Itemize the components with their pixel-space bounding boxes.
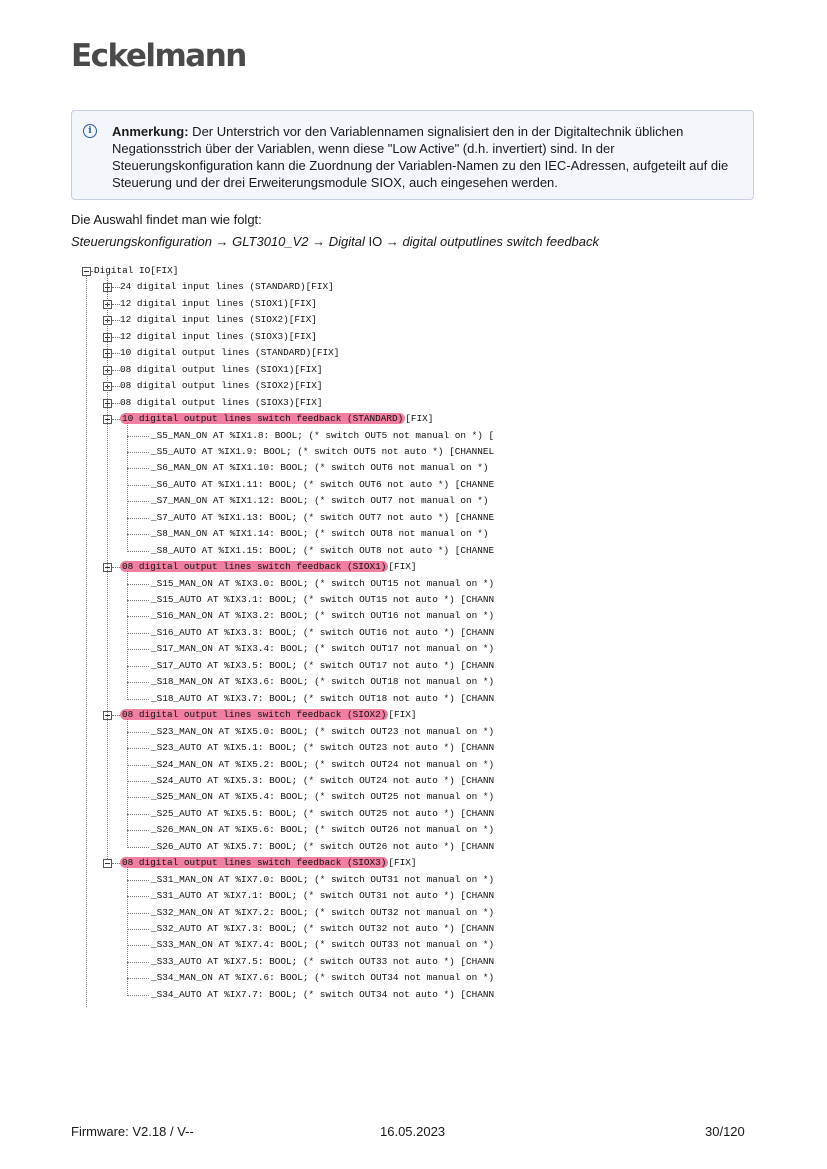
menu-path	[71, 234, 599, 249]
company-logo: Eckelmann	[71, 38, 246, 74]
tree-connector	[112, 337, 120, 338]
tree-connector	[127, 929, 149, 930]
tree-leaf-variable-label: _S17_MAN_ON AT %IX3.4: BOOL; (* switch OUT17 not manual on *)	[151, 643, 495, 655]
tree-connector	[127, 485, 149, 486]
tree-node-switch-feedback-label: 10 digital output lines switch feedback (STANDARD)	[122, 413, 404, 425]
tree-connector	[127, 830, 149, 831]
tree-node-switch-feedback-suffix: [FIX]	[388, 709, 417, 721]
tree-connector	[127, 468, 149, 469]
tree-leaf-variable[interactable]	[151, 789, 494, 805]
tree-node-switch-feedback[interactable]	[120, 855, 417, 871]
tree-connector	[127, 719, 128, 848]
tree-node-collapsed-label: 24 digital input lines (STANDARD)[FIX]	[120, 281, 334, 293]
tree-leaf-variable[interactable]	[151, 641, 494, 657]
tree-connector	[127, 452, 149, 453]
tree-node-switch-feedback[interactable]	[120, 411, 433, 427]
tree-connector	[112, 304, 120, 305]
tree-connector	[107, 275, 108, 859]
tree-connector	[112, 567, 120, 568]
tree-leaf-variable[interactable]	[151, 839, 494, 855]
tree-connector	[127, 978, 149, 979]
tree-leaf-variable-label: _S15_MAN_ON AT %IX3.0: BOOL; (* switch OUT15 not manual on *)	[151, 577, 495, 589]
tree-leaf-variable-label: _S25_AUTO AT %IX5.5: BOOL; (* switch OUT25 not auto *) [CHANN	[151, 807, 495, 819]
tree-connector	[112, 863, 120, 864]
tree-leaf-variable[interactable]	[151, 526, 489, 542]
tree-leaf-variable[interactable]	[151, 608, 494, 624]
tree-leaf-variable-label: _S33_MAN_ON AT %IX7.4: BOOL; (* switch OUT33 not manual on *)	[151, 939, 495, 951]
tree-connector	[112, 386, 120, 387]
tree-connector	[112, 419, 120, 420]
tree-leaf-variable[interactable]	[151, 691, 494, 707]
tree-node-collapsed-label: 12 digital input lines (SIOX3)[FIX]	[120, 330, 317, 342]
tree-leaf-variable-label: _S8_MAN_ON AT %IX1.14: BOOL; (* switch OUT8 not manual on *)	[151, 528, 489, 540]
tree-connector	[127, 600, 149, 601]
tree-leaf-variable-label: _S32_MAN_ON AT %IX7.2: BOOL; (* switch OUT32 not manual on *)	[151, 906, 495, 918]
tree-connector	[127, 797, 149, 798]
collapse-icon[interactable]	[103, 859, 112, 868]
tree-connector	[127, 945, 149, 946]
tree-leaf-variable[interactable]	[151, 592, 494, 608]
tree-node-switch-feedback[interactable]	[120, 707, 417, 723]
tree-node-collapsed-label: 12 digital input lines (SIOX2)[FIX]	[120, 314, 317, 326]
tree-leaf-variable[interactable]	[151, 872, 494, 888]
info-icon: i	[83, 124, 97, 138]
tree-node-collapsed[interactable]	[120, 279, 334, 295]
tree-connector	[127, 748, 149, 749]
tree-leaf-variable[interactable]	[151, 954, 494, 970]
footer-firmware: Firmware: V2.18 / V--	[71, 1124, 194, 1139]
tree-leaf-variable-label: _S34_MAN_ON AT %IX7.6: BOOL; (* switch OUT34 not manual on *)	[151, 972, 495, 984]
tree-node-collapsed[interactable]	[120, 296, 317, 312]
tree-leaf-variable-label: _S7_AUTO AT %IX1.13: BOOL; (* switch OUT7 not auto *) [CHANNE	[151, 511, 495, 523]
tree-node-collapsed-label: 12 digital input lines (SIOX1)[FIX]	[120, 297, 317, 309]
tree-node-collapsed[interactable]	[120, 345, 339, 361]
tree-leaf-variable-label: _S32_AUTO AT %IX7.3: BOOL; (* switch OUT32 not auto *) [CHANN	[151, 923, 495, 934]
tree-connector	[127, 765, 149, 766]
tree-connector	[127, 571, 128, 700]
tree-connector	[127, 896, 149, 897]
tree-leaf-variable-label: _S31_MAN_ON AT %IX7.0: BOOL; (* switch OUT31 not manual on *)	[151, 873, 495, 885]
intro-text: Die Auswahl findet man wie folgt:	[71, 212, 262, 227]
tree-leaf-variable-label: _S26_AUTO AT %IX5.7: BOOL; (* switch OUT26 not auto *) [CHANN	[151, 840, 495, 852]
tree-leaf-variable-label: _S15_AUTO AT %IX3.1: BOOL; (* switch OUT15 not auto *) [CHANN	[151, 594, 495, 605]
tree-connector	[127, 847, 149, 848]
tree-connector	[127, 584, 149, 585]
tree-node-collapsed[interactable]	[120, 395, 323, 411]
tree-node-switch-feedback-label: 08 digital output lines switch feedback (SIOX3)	[122, 857, 387, 869]
tree-leaf-variable-label: _S16_AUTO AT %IX3.3: BOOL; (* switch OUT16 not auto *) [CHANN	[151, 626, 495, 638]
menu-path-part3: → digital outputlines switch feedback	[382, 234, 600, 249]
note-label: Anmerkung:	[112, 124, 189, 139]
tree-node-switch-feedback-label: 08 digital output lines switch feedback (SIOX2)	[122, 709, 387, 721]
tree-connector	[127, 880, 149, 881]
tree-leaf-variable[interactable]	[151, 510, 494, 526]
footer-page-number: 30/120	[705, 1124, 745, 1139]
tree-node-switch-feedback[interactable]	[120, 559, 417, 575]
tree-leaf-variable-label: _S18_MAN_ON AT %IX3.6: BOOL; (* switch OUT18 not manual on *)	[151, 676, 495, 688]
tree-leaf-variable[interactable]	[151, 921, 494, 937]
tree-connector	[127, 633, 149, 634]
tree-leaf-variable-label: _S17_AUTO AT %IX3.5: BOOL; (* switch OUT17 not auto *) [CHANN	[151, 659, 495, 671]
tree-node-switch-feedback-suffix: [FIX]	[388, 857, 417, 869]
menu-path-part1: Steuerungskonfiguration → GLT3010_V2 → Digital	[71, 234, 369, 249]
tree-connector	[112, 320, 120, 321]
tree-node-collapsed[interactable]	[120, 329, 317, 345]
tree-connector	[127, 781, 149, 782]
tree-leaf-variable-label: _S25_MAN_ON AT %IX5.4: BOOL; (* switch OUT25 not manual on *)	[151, 791, 495, 803]
tree-connector	[127, 732, 149, 733]
tree-leaf-variable[interactable]	[151, 493, 489, 509]
tree-leaf-variable[interactable]	[151, 477, 494, 493]
tree-connector	[127, 501, 149, 502]
tree-leaf-variable-label: _S8_AUTO AT %IX1.15: BOOL; (* switch OUT8 not auto *) [CHANNE	[151, 544, 495, 556]
tree-node-collapsed[interactable]	[120, 378, 323, 394]
tree-leaf-variable[interactable]	[151, 970, 494, 986]
tree-root-label: Digital IO[FIX]	[94, 265, 179, 276]
tree-connector	[127, 616, 149, 617]
tree-leaf-variable[interactable]	[151, 674, 494, 690]
tree-leaf-variable[interactable]	[151, 625, 494, 641]
tree-connector	[127, 867, 128, 996]
configuration-tree	[82, 263, 552, 1018]
tree-connector	[86, 275, 87, 1007]
note-text	[112, 123, 732, 191]
tree-leaf-variable[interactable]	[151, 888, 494, 904]
tree-connector	[127, 962, 149, 963]
tree-leaf-variable-label: _S33_AUTO AT %IX7.5: BOOL; (* switch OUT33 not auto *) [CHANN	[151, 955, 495, 967]
tree-connector	[127, 534, 149, 535]
tree-connector	[127, 814, 149, 815]
tree-connector	[127, 518, 149, 519]
tree-leaf-variable-label: _S31_AUTO AT %IX7.1: BOOL; (* switch OUT31 not auto *) [CHANN	[151, 890, 495, 902]
tree-leaf-variable[interactable]	[151, 822, 494, 838]
tree-leaf-variable-label: _S34_AUTO AT %IX7.7: BOOL; (* switch OUT34 not auto *) [CHANN	[151, 988, 495, 1000]
tree-connector	[112, 715, 120, 716]
tree-leaf-variable-label: _S24_MAN_ON AT %IX5.2: BOOL; (* switch OUT24 not manual on *)	[151, 758, 495, 770]
tree-node-collapsed-label: 08 digital output lines (SIOX2)[FIX]	[120, 380, 323, 392]
tree-connector	[127, 699, 149, 700]
tree-leaf-variable-label: _S7_MAN_ON AT %IX1.12: BOOL; (* switch OUT7 not manual on *)	[151, 495, 489, 507]
tree-connector	[127, 423, 128, 552]
tree-connector	[127, 682, 149, 683]
tree-connector	[127, 551, 149, 552]
tree-node-collapsed-label: 10 digital output lines (STANDARD)[FIX]	[120, 347, 340, 359]
tree-leaf-variable-label: _S26_MAN_ON AT %IX5.6: BOOL; (* switch OUT26 not manual on *)	[151, 824, 495, 836]
tree-connector	[112, 370, 120, 371]
tree-node-collapsed[interactable]	[120, 312, 317, 328]
tree-leaf-variable-label: _S23_MAN_ON AT %IX5.0: BOOL; (* switch OUT23 not manual on *)	[151, 725, 495, 737]
tree-node-switch-feedback-suffix: [FIX]	[388, 561, 417, 573]
tree-node-switch-feedback-label: 08 digital output lines switch feedback (SIOX1)	[122, 561, 387, 573]
tree-connector	[127, 995, 149, 996]
note-box	[71, 110, 754, 200]
tree-connector	[127, 436, 149, 437]
note-body: Der Unterstrich vor den Variablennamen signalisiert den in der Digitaltechnik üblichen Negationsstrich über der Variablen, wenn diese "Low Active" (d.h. invertiert) sind. In der Steuerungskonfiguration kann die Zuordnung der Variablen-Namen zu den IEC-Adressen, aufgeteilt auf die Steuerung und der drei Erweiterungsmodule SIOX, auch eingesehen werden.	[112, 124, 729, 190]
tree-connector	[127, 913, 149, 914]
tree-node-collapsed-label: 08 digital output lines (SIOX3)[FIX]	[120, 396, 323, 408]
tree-leaf-variable-label: _S24_AUTO AT %IX5.3: BOOL; (* switch OUT24 not auto *) [CHANN	[151, 774, 495, 786]
tree-connector	[112, 403, 120, 404]
footer-date: 16.05.2023	[380, 1124, 446, 1139]
tree-leaf-variable-label: _S23_AUTO AT %IX5.1: BOOL; (* switch OUT23 not auto *) [CHANN	[151, 742, 495, 754]
tree-leaf-variable-label: _S18_AUTO AT %IX3.7: BOOL; (* switch OUT18 not auto *) [CHANN	[151, 692, 495, 704]
tree-connector	[127, 666, 149, 667]
tree-leaf-variable[interactable]	[151, 576, 494, 592]
tree-node-switch-feedback-suffix: [FIX]	[405, 413, 434, 425]
tree-leaf-variable[interactable]	[151, 543, 494, 559]
tree-connector	[112, 353, 120, 354]
tree-leaf-variable[interactable]	[151, 658, 494, 674]
tree-connector	[112, 287, 120, 288]
tree-leaf-variable[interactable]	[151, 757, 494, 773]
tree-connector	[127, 649, 149, 650]
tree-leaf-variable-label: _S5_MAN_ON AT %IX1.8: BOOL; (* switch OUT5 not manual on *) [	[151, 429, 495, 441]
tree-node-collapsed-label: 08 digital output lines (SIOX1)[FIX]	[120, 363, 323, 375]
menu-path-part2: IO	[368, 234, 383, 249]
tree-leaf-variable-label: _S5_AUTO AT %IX1.9: BOOL; (* switch OUT5 not auto *) [CHANNEL	[151, 445, 495, 457]
tree-leaf-variable[interactable]	[151, 905, 494, 921]
tree-node-collapsed[interactable]	[120, 362, 323, 378]
tree-leaf-variable-label: _S16_MAN_ON AT %IX3.2: BOOL; (* switch OUT16 not manual on *)	[151, 610, 495, 622]
tree-leaf-variable[interactable]	[151, 428, 494, 444]
tree-leaf-variable[interactable]	[151, 460, 489, 476]
tree-leaf-variable-label: _S6_AUTO AT %IX1.11: BOOL; (* switch OUT6 not auto *) [CHANNE	[151, 478, 495, 490]
tree-leaf-variable-label: _S6_MAN_ON AT %IX1.10: BOOL; (* switch OUT6 not manual on *)	[151, 462, 489, 474]
tree-leaf-variable[interactable]	[151, 740, 494, 756]
tree-leaf-variable[interactable]	[151, 773, 494, 789]
tree-leaf-variable[interactable]	[151, 937, 494, 953]
tree-leaf-variable[interactable]	[151, 806, 494, 822]
tree-leaf-variable[interactable]	[151, 724, 494, 740]
tree-leaf-variable[interactable]	[151, 444, 494, 460]
tree-leaf-variable[interactable]	[151, 987, 494, 1003]
